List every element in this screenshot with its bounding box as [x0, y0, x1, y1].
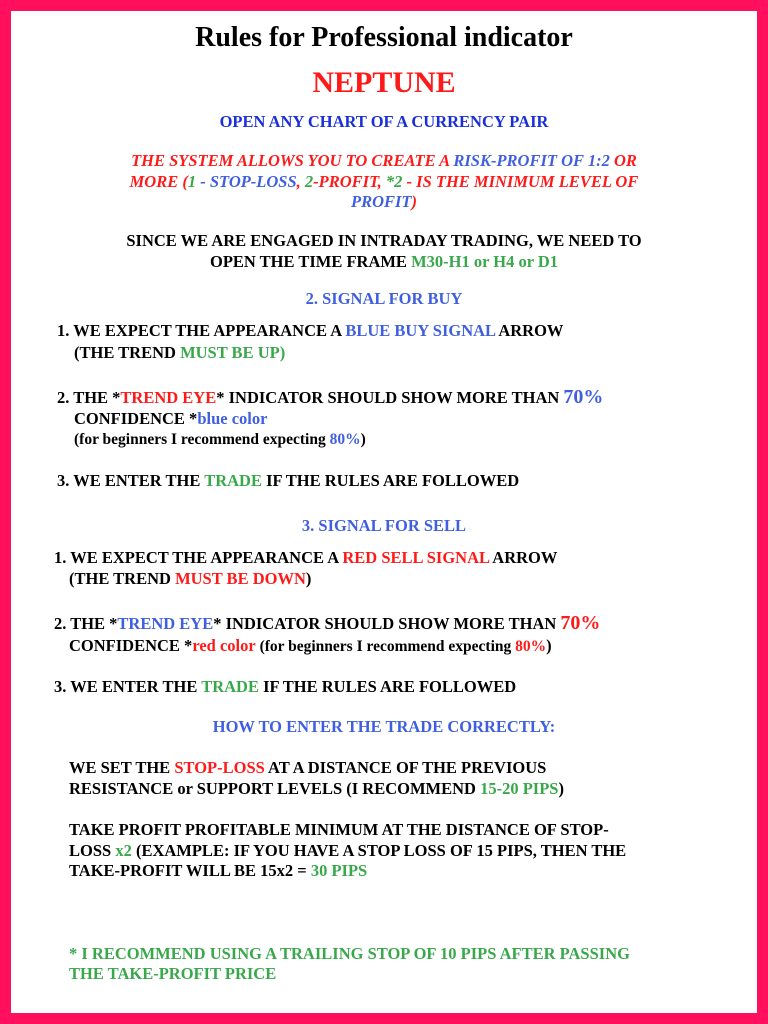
enter-text: LOSS [69, 841, 116, 860]
blue-buy-signal: BLUE BUY SIGNAL [345, 321, 496, 340]
intraday-line-1: SINCE WE ARE ENGAGED IN INTRADAY TRADING, WE NEED TO [126, 231, 642, 250]
buy-rule-1-line-2 [74, 343, 285, 363]
rule-text: IF THE RULES ARE FOLLOWED [261, 471, 520, 490]
system-text: THE SYSTEM ALLOWS YOU TO CREATE A [131, 151, 454, 170]
rule-text: 2. THE * [54, 614, 118, 633]
sell-rule-3 [54, 677, 516, 697]
time-frames: M30-H1 or H4 or D1 [411, 252, 559, 271]
rule-text: 2. THE * [57, 388, 121, 407]
enter-heading: HOW TO ENTER THE TRADE CORRECTLY: [212, 717, 556, 736]
enter-text: WE SET THE [69, 758, 175, 777]
rule-text: CONFIDENCE * [69, 636, 193, 655]
system-line-1 [0, 151, 768, 171]
trailing-stop-line-1: * I RECOMMEND USING A TRAILING STOP OF 10 PIPS AFTER PASSING [69, 944, 630, 963]
rule-text: 1. WE EXPECT THE APPEARANCE A [54, 548, 343, 567]
rule-text: * INDICATOR SHOULD SHOW MORE THAN [213, 614, 561, 633]
rule-text: 1. WE EXPECT THE APPEARANCE A [57, 321, 346, 340]
take-profit-line-2 [69, 841, 626, 861]
red-color-note: red color [192, 636, 256, 655]
enter-text: ) [558, 779, 564, 798]
confidence-threshold: 70% [563, 386, 604, 408]
sell-heading: 3. SIGNAL FOR SELL [301, 516, 467, 535]
stop-loss-word: STOP-LOSS [209, 172, 297, 191]
rule-text: ARROW [489, 548, 558, 567]
trade-word: TRADE [201, 677, 259, 696]
stop-loss-word: STOP-LOSS [174, 758, 265, 777]
enter-text: TAKE-PROFIT WILL BE 15x2 = [69, 861, 311, 880]
rule-text: ARROW [495, 321, 564, 340]
rule-text: 3. WE ENTER THE [57, 471, 205, 490]
intraday-line-2 [0, 252, 768, 272]
profit-word: PROFIT [350, 192, 412, 211]
take-profit-line-3 [69, 861, 367, 881]
rule-text: (THE TREND [74, 343, 181, 362]
sell-rule-2-line-1 [54, 612, 600, 635]
trend-eye-name: TREND EYE [120, 388, 217, 407]
buy-rule-2-line-3 [74, 430, 366, 450]
trend-up: MUST BE UP) [180, 343, 286, 362]
trailing-stop-line-2: THE TAKE-PROFIT PRICE [69, 964, 277, 983]
buy-heading: 2. SIGNAL FOR BUY [305, 289, 463, 308]
buy-rule-2-line-2 [74, 409, 267, 429]
buy-rule-2-line-1 [57, 386, 603, 409]
blue-color-note: blue color [197, 409, 268, 428]
rule-text: (for beginners I recommend expecting [255, 638, 516, 655]
buy-rule-3 [57, 471, 519, 491]
beginner-threshold: 80% [329, 431, 361, 448]
indicator-name: NEPTUNE [312, 66, 456, 99]
multiplier: x2 [115, 841, 132, 860]
system-text: - IS THE MINIMUM LEVEL OF [402, 172, 639, 191]
rule-text: (THE TREND [69, 569, 176, 588]
system-text: OR [609, 151, 637, 170]
rule-text: ) [360, 431, 366, 448]
red-sell-signal: RED SELL SIGNAL [342, 548, 490, 567]
risk-profit-ratio: RISK-PROFIT OF 1:2 [453, 151, 610, 170]
ratio-two: 2 [304, 172, 314, 191]
sell-rule-1-line-1 [54, 548, 557, 568]
rule-text: (for beginners I recommend expecting [74, 431, 330, 448]
enter-text: RESISTANCE or SUPPORT LEVELS (I RECOMMEND [69, 779, 481, 798]
rule-text: ) [305, 569, 312, 588]
minimum-level: *2 [385, 172, 403, 191]
ratio-one: 1 [187, 172, 197, 191]
rule-text: ) [546, 636, 552, 655]
system-text: ) [411, 192, 417, 211]
take-profit-line-1: TAKE PROFIT PROFITABLE MINIMUM AT THE DISTANCE OF STOP- [69, 820, 609, 839]
system-text: MORE ( [129, 172, 188, 191]
system-line-3 [0, 192, 768, 212]
system-text: , [296, 172, 305, 191]
take-profit-pips: 30 PIPS [310, 861, 368, 880]
system-text: - [196, 172, 210, 191]
profit-word: -PROFIT, [313, 172, 386, 191]
confidence-threshold: 70% [560, 612, 601, 634]
enter-text: AT A DISTANCE OF THE PREVIOUS [264, 758, 547, 777]
enter-text: (EXAMPLE: IF YOU HAVE A STOP LOSS OF 15 PIPS, THEN THE [131, 841, 627, 860]
page-title: Rules for Professional indicator [195, 22, 573, 53]
system-line-2 [0, 172, 768, 192]
trade-word: TRADE [204, 471, 262, 490]
sell-rule-1-line-2 [69, 569, 311, 589]
rule-text: CONFIDENCE * [74, 409, 198, 428]
rule-text: IF THE RULES ARE FOLLOWED [258, 677, 517, 696]
trend-eye-name: TREND EYE [117, 614, 214, 633]
stop-loss-line-1 [69, 758, 546, 778]
beginner-threshold: 80% [515, 638, 547, 655]
open-chart-line: OPEN ANY CHART OF A CURRENCY PAIR [219, 112, 549, 131]
buy-rule-1-line-1 [57, 321, 563, 341]
rule-text: 3. WE ENTER THE [54, 677, 202, 696]
stop-loss-pips: 15-20 PIPS [480, 779, 559, 798]
rule-text: * INDICATOR SHOULD SHOW MORE THAN [216, 388, 564, 407]
intraday-text: OPEN THE TIME FRAME [209, 252, 412, 271]
stop-loss-line-2 [69, 779, 564, 799]
sell-rule-2-line-2 [69, 636, 552, 657]
trend-down: MUST BE DOWN [175, 569, 306, 588]
